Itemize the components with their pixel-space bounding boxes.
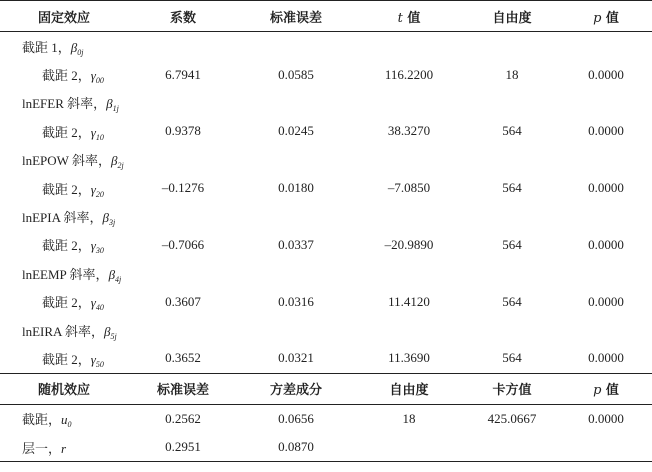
greek-symbol: γ (90, 68, 96, 84)
empty-cells (128, 146, 652, 174)
parameter-label (0, 202, 128, 230)
random-effects-header-row (0, 373, 652, 404)
greek-symbol: γ (90, 124, 96, 140)
subscript: 2j (117, 161, 124, 171)
row-label-text: 截距 2， (42, 351, 91, 367)
df-cell: 564 (502, 180, 522, 196)
header-p-value (560, 1, 652, 32)
fixed-effect-row (0, 174, 652, 202)
greek-symbol: γ (90, 181, 96, 197)
p-value-cell: 0.0000 (588, 350, 624, 366)
row-label-text: 截距 2， (42, 68, 91, 84)
subscript: 00 (95, 76, 104, 86)
subscript: 3j (109, 218, 116, 228)
t-value-cell: 38.3270 (387, 123, 431, 139)
row-label-text: 截距 1， (22, 39, 71, 55)
t-value-cell: –20.9890 (384, 236, 434, 252)
random-effect-row (0, 433, 652, 462)
header-random-p-symbol: p (593, 383, 602, 399)
header-random-df: 自由度 (354, 373, 464, 404)
variance-component-cell: 0.0870 (238, 433, 354, 462)
random-p-value-cell (560, 433, 652, 462)
parameter-label (0, 146, 128, 174)
coefficient-cell: 6.7941 (165, 66, 201, 82)
fixed-effect-row (0, 60, 652, 88)
t-value-cell: 11.3690 (388, 350, 430, 366)
std-error-cell: 0.0245 (278, 123, 314, 139)
parameter-label (0, 32, 128, 61)
greek-symbol: γ (90, 238, 96, 254)
coefficient-cell: –0.1276 (161, 180, 205, 196)
df-cell: 564 (502, 123, 522, 139)
coefficient-cell: 0.3607 (165, 293, 201, 309)
greek-symbol: β (102, 210, 110, 226)
coefficient-label (0, 231, 128, 259)
greek-symbol: β (106, 96, 113, 112)
header-variance-component: 方差成分 (238, 373, 354, 404)
subscript: 0j (77, 47, 84, 57)
empty-cells (128, 202, 652, 230)
coefficient-cell: –0.7066 (161, 236, 205, 252)
level2-parameter-row (0, 316, 652, 344)
coefficient-cell: 0.9378 (165, 123, 201, 139)
row-label-text: 截距， (22, 412, 62, 428)
level2-parameter-row (0, 32, 652, 61)
header-random-p-value (560, 373, 652, 404)
level2-parameter-row (0, 202, 652, 230)
subscript: 0 (67, 420, 72, 430)
coefficient-label (0, 117, 128, 145)
variance-component-cell: 0.0656 (278, 410, 314, 426)
parameter-label (0, 259, 128, 287)
row-label-text: lnEFER 斜率， (22, 96, 107, 112)
row-label-text: 截距 2， (42, 295, 91, 311)
coefficient-label (0, 344, 128, 373)
greek-symbol: β (108, 266, 116, 282)
subscript: 40 (95, 303, 104, 313)
random-std-error-cell: 0.2951 (128, 433, 238, 462)
t-value-cell: –7.0850 (387, 180, 431, 196)
header-fixed-effects: 固定效应 (0, 1, 128, 32)
parameter-label (0, 316, 128, 344)
subscript: 30 (95, 246, 104, 256)
level2-parameter-row (0, 89, 652, 117)
empty-cells (128, 89, 652, 117)
header-random-p-suffix: 值 (605, 383, 619, 399)
random-p-value-cell: 0.0000 (588, 410, 624, 426)
coefficient-label (0, 60, 128, 88)
random-std-error-cell: 0.2562 (165, 410, 201, 426)
std-error-cell: 0.0316 (278, 293, 314, 309)
p-value-cell: 0.0000 (588, 123, 624, 139)
t-value-cell: 11.4120 (388, 293, 430, 309)
p-value-cell: 0.0000 (588, 66, 624, 82)
empty-cells (128, 32, 652, 61)
header-p-suffix: 值 (605, 10, 619, 26)
row-label-text: lnEPIA 斜率， (22, 210, 103, 226)
chi-square-cell (464, 433, 560, 462)
subscript: 50 (95, 359, 104, 369)
subscript: 10 (95, 132, 104, 142)
row-label-text: 层一， (22, 440, 62, 456)
level2-parameter-row (0, 259, 652, 287)
std-error-cell: 0.0180 (278, 180, 314, 196)
subscript: 4j (115, 274, 122, 284)
greek-symbol: γ (90, 295, 96, 311)
parameter-label (0, 89, 128, 117)
coefficient-cell: 0.3652 (165, 350, 201, 366)
fixed-effect-row (0, 288, 652, 316)
random-effects-body (0, 404, 652, 462)
subscript: 5j (110, 331, 117, 341)
greek-symbol: β (70, 39, 78, 55)
level2-parameter-row (0, 146, 652, 174)
empty-cells (128, 259, 652, 287)
coefficient-label (0, 288, 128, 316)
df-cell: 564 (502, 350, 522, 366)
df-cell: 564 (502, 293, 522, 309)
random-effect-row (0, 404, 652, 433)
greek-symbol: γ (90, 351, 96, 367)
random-df-cell (354, 433, 464, 462)
row-label-text: 截距 2， (42, 124, 91, 140)
random-df-cell: 18 (402, 410, 416, 426)
header-random-effects: 随机效应 (0, 373, 128, 404)
random-effect-label (0, 433, 128, 462)
header-t-value (354, 1, 464, 32)
df-cell: 564 (502, 236, 522, 252)
df-cell: 18 (505, 66, 519, 82)
greek-symbol: r (61, 440, 67, 456)
header-std-error: 标准误差 (238, 1, 354, 32)
fixed-effect-row (0, 344, 652, 373)
header-random-std-error: 标准误差 (128, 373, 238, 404)
coefficient-label (0, 174, 128, 202)
subscript: 1j (112, 104, 119, 114)
row-label-text: 截距 2， (42, 181, 91, 197)
greek-symbol: u (61, 412, 68, 428)
row-label-text: 截距 2， (42, 238, 91, 254)
t-value-cell: 116.2200 (384, 66, 434, 82)
std-error-cell: 0.0321 (278, 350, 314, 366)
fixed-effects-body (0, 32, 652, 374)
std-error-cell: 0.0337 (278, 236, 314, 252)
row-label-text: lnEIRA 斜率， (22, 323, 104, 339)
header-chi-square: 卡方值 (464, 373, 560, 404)
p-value-cell: 0.0000 (588, 236, 624, 252)
std-error-cell: 0.0585 (278, 66, 314, 82)
subscript: 20 (95, 189, 104, 199)
fixed-effect-row (0, 231, 652, 259)
greek-symbol: β (103, 323, 111, 339)
fixed-effect-row (0, 117, 652, 145)
random-effect-label (0, 404, 128, 433)
row-label-text: lnEPOW 斜率， (22, 153, 111, 169)
header-t-suffix: 值 (407, 10, 421, 26)
p-value-cell: 0.0000 (588, 180, 624, 196)
header-p-symbol: p (593, 10, 602, 26)
header-t-symbol: t (397, 10, 403, 26)
greek-symbol: β (110, 153, 118, 169)
fixed-effects-header-row (0, 1, 652, 32)
p-value-cell: 0.0000 (588, 293, 624, 309)
header-df: 自由度 (464, 1, 560, 32)
header-coefficient: 系数 (128, 1, 238, 32)
empty-cells (128, 316, 652, 344)
row-label-text: lnEEMP 斜率， (22, 266, 109, 282)
chi-square-cell: 425.0667 (487, 410, 537, 426)
